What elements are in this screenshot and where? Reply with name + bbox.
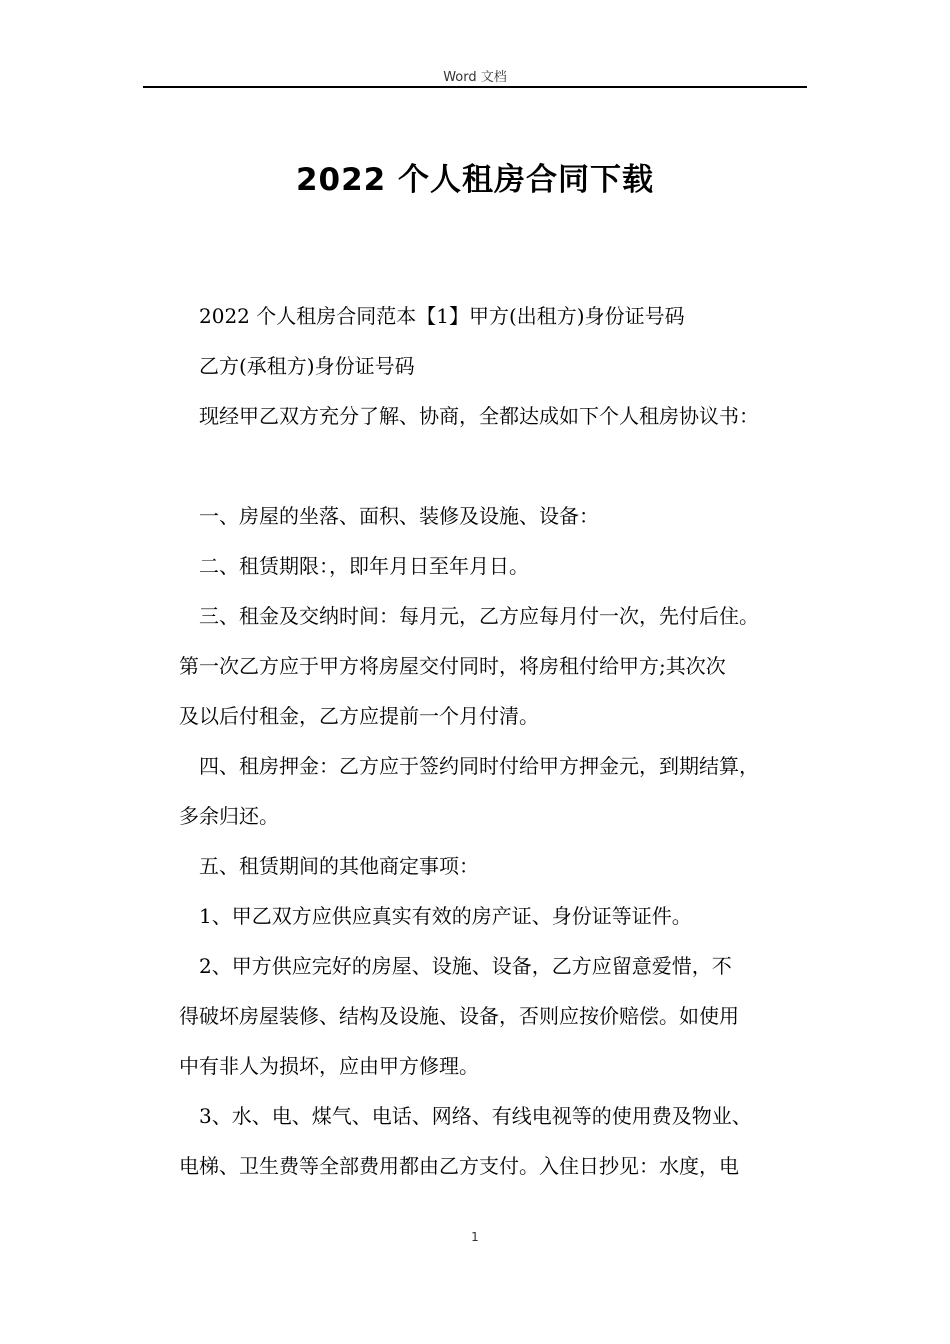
body-line: 电梯、卫生费等全部费用都由乙方支付。入住日抄见：水度，电 xyxy=(179,1154,739,1178)
body-line: 三、租金及交纳时间：每月元，乙方应每月付一次，先付后住。 xyxy=(199,604,759,628)
body-line: 2022 个人租房合同范本【1】甲方(出租方)身份证号码 xyxy=(199,304,685,328)
header-rule xyxy=(143,86,807,88)
body-line: 五、租赁期间的其他商定事项： xyxy=(199,854,479,878)
body-line: 四、租房押金：乙方应于签约同时付给甲方押金元，到期结算， xyxy=(199,754,759,778)
body-line: 得破坏房屋装修、结构及设施、设备，否则应按价赔偿。如使用 xyxy=(179,1004,739,1028)
body-line: 二、租赁期限：，即年月日至年月日。 xyxy=(199,554,529,578)
page-header: Word 文档 xyxy=(443,70,507,85)
body-line: 乙方(承租方)身份证号码 xyxy=(199,354,415,378)
body-line: 多余归还。 xyxy=(179,804,279,828)
body-line: 第一次乙方应于甲方将房屋交付同时，将房租付给甲方;其次次 xyxy=(179,654,726,678)
body-line: 一、房屋的坐落、面积、装修及设施、设备： xyxy=(199,504,599,528)
body-line: 1、甲乙双方应供应真实有效的房产证、身份证等证件。 xyxy=(199,904,692,928)
body-line: 现经甲乙双方充分了解、协商，全都达成如下个人租房协议书： xyxy=(199,404,759,428)
body-line: 及以后付租金，乙方应提前一个月付清。 xyxy=(179,704,539,728)
page-number: 1 xyxy=(471,1230,479,1244)
body-line: 3、水、电、煤气、电话、网络、有线电视等的使用费及物业、 xyxy=(199,1104,752,1128)
body-line: 中有非人为损坏，应由甲方修理。 xyxy=(179,1054,479,1078)
document-title: 2022 个人租房合同下载 xyxy=(295,162,655,198)
body-line: 2、甲方供应完好的房屋、设施、设备，乙方应留意爱惜，不 xyxy=(199,954,732,978)
